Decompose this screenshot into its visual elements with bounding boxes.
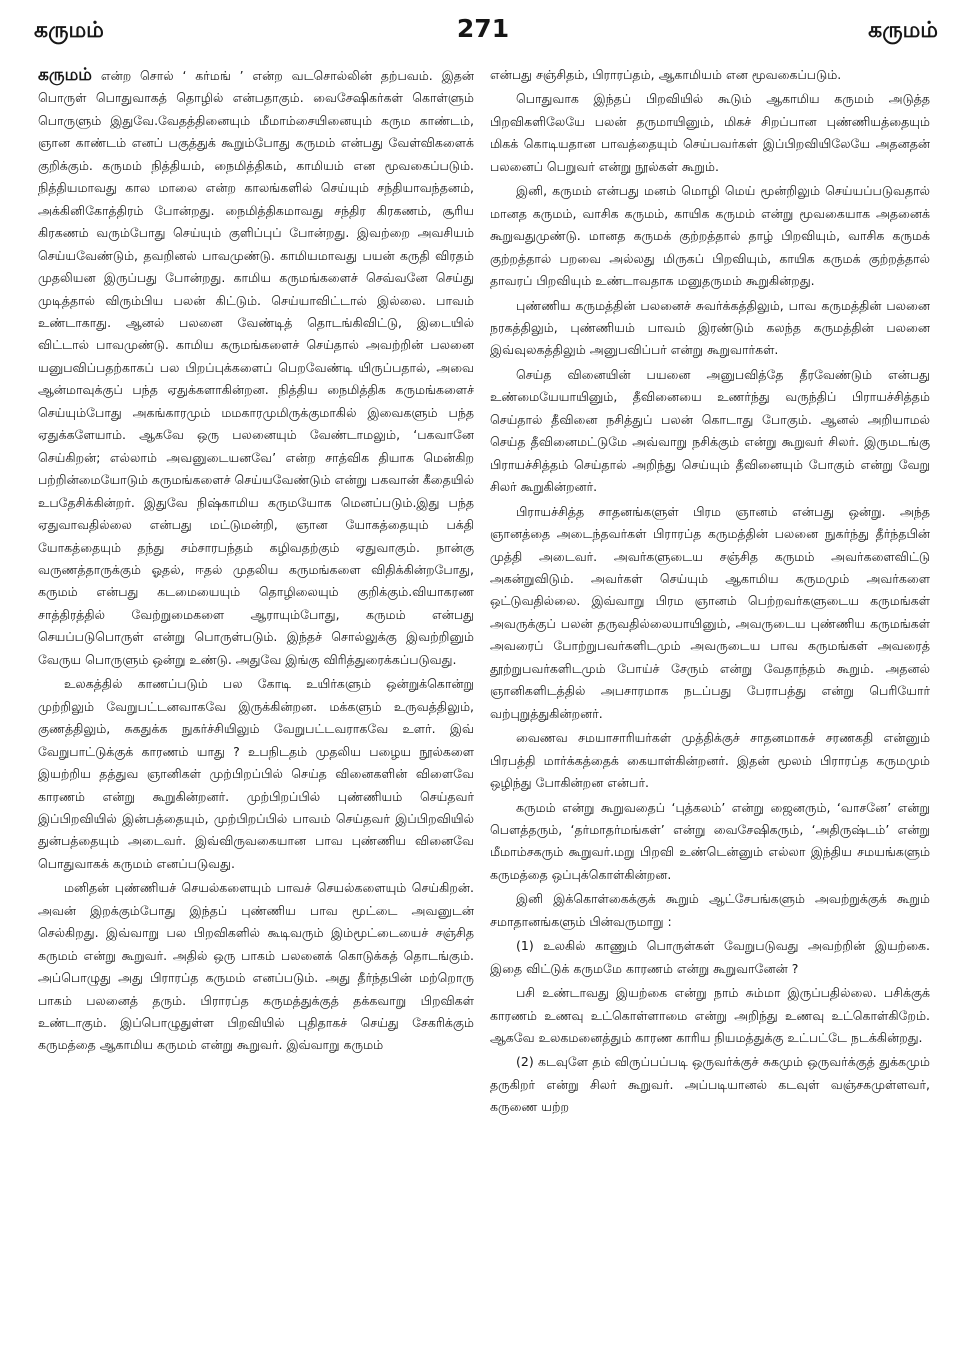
- body-paragraph: உலகத்தில் காணப்படும் பல கோடி உயிர்களும் ஒன்றுக்கொன்று முற்றிலும் வேறுபட்டனவாகவே இருக்கின்றன. மக்களும் உருவத்திலும், குணத்திலும், சுகதுக்க நுகர்ச்சியிலும் வேறுபட்டவராகவே உளர். இவ் வேறுபாட்டுக்குக் காரணம் யாது ? உபநிடதம் முதலிய பழைய நூல்களை இயற்றிய தத்துவ ஞானிகள் முற்பிறப்பில் செய்த வினைகளின் விளைவே காரணம் என்று கூறுகின்றனர். முற்பிறப்பில் புண்ணியம் செய்தவர் இப்பிறவியில் இன்பத்தையும், முற்பிறப்பில் பாவம் செய்தவர் இப்பிறவியில் துன்பத்தையும் அடைவர். இவ்விருவகையான பாவ புண்ணிய வினைவே பொதுவாகக் கருமம் எனப்படுவது.: [38, 676, 474, 871]
- body-paragraph: செய்த வினையின் பயனை அனுபவித்தே தீரவேண்டும் என்பது உண்மையேயாயினும், தீவினையை உணர்ந்து வருந்திப் பிராயச்சித்தம் செய்தால் தீவினை நசித்துப் பலன் கொடாது போகும். ஆனல் அறியாமல் செய்த தீவினைமட்டுமே அவ்வாறு நசிக்கும் என்று கூறுவர் சிலர். இருமடங்கு பிராயச்சித்தம் செய்தால் அறிந்து செய்யும் தீவினையும் போகும் என்று வேறு சிலர் கூறுகின்றனர்.: [490, 366, 930, 495]
- body-paragraph: வைணவ சமயாசாரியர்கள் முத்திக்குச் சாதனமாகச் சரணகதி என்னும் பிரபத்தி மார்க்கத்தைக் கையாள்கின்றனர். இதன் மூலம் பிராரப்த கருமமும் ஒழிந்து போகின்றன என்பர்.: [490, 730, 930, 791]
- body-paragraph: புண்ணிய கருமத்தின் பலனைச் சுவர்க்கத்திலும், பாவ கருமத்தின் பலனை நரகத்திலும், புண்ணியம் பாவம் இரண்டும் கலந்த கருமத்தின் பலனை இவ்வுலகத்திலும் அனுபவிப்பர் என்று கூறுவார்கள்.: [490, 297, 930, 358]
- entry-headword: கருமம்: [38, 65, 92, 85]
- body-paragraph: பிராயச்சித்த சாதனங்களுள் பிரம ஞானம் என்பது ஒன்று. அந்த ஞானத்தை அடைந்தவர்கள் பிராரப்த கருமத்தின் பலனை நுகர்ந்து தீர்ந்தபின் முத்தி அடைவர். அவர்களுடைய சஞ்சித கருமம் அவர்களைவிட்டு அகன்றுவிடும். அவர்கள் செய்யும் ஆகாமிய கருமமும் அவர்களை ஒட்டுவதில்லை. இவ்வாறு பிரம ஞானம் பெற்றவர்களுடைய கருமங்கள் அவருக்குப் பலன் தருவதில்லையாயினும், அவருடைய புண்ணிய கருமங்கள் அவரைப் போற்றுபவர்களிடமும் அவருடைய பாவ கருமங்கள் அவரைத் தூற்றுபவர்களிடமும் போய்ச் சேரும் என்று வேதாந்தம் கூறும். அதனல் ஞானிகளிடத்தில் அபசாரமாக நடப்பது பேராபத்து என்று பெரியோர் வற்புறுத்துகின்றனர்.: [490, 503, 930, 721]
- page-number: 271: [456, 14, 510, 43]
- entry-paragraph: [38, 64, 474, 671]
- numbered-paragraph: (2) கடவுளே தம் விருப்பப்படி ஒருவர்க்குச் சுகமும் ஒருவர்க்குத் துக்கமும் தருகிறர் என்று சிலர் கூறுவர். அப்படியானல் கடவுள் வஞ்சகமுள்ளவர், கருணை யற்ற: [490, 1054, 930, 1115]
- running-header-left: கருமம்: [34, 18, 104, 43]
- right-column: [490, 64, 930, 1119]
- body-paragraph: பசி உண்டாவது இயற்கை என்று நாம் சும்மா இருப்பதில்லை. பசிக்குக் காரணம் உணவு உட்கொள்ளாமை என்று அறிந்து உணவு உட்கொள்கிறேம். ஆகவே உலகமனைத்தும் காரண காரிய நியமத்துக்கு உட்பட்டே நடக்கின்றது.: [490, 985, 930, 1046]
- numbered-paragraph: (1) உலகில் காணும் பொருள்கள் வேறுபடுவது அவற்றின் இயற்கை. இதை விட்டுக் கருமமே காரணம் என்று கூறுவானேன் ?: [490, 938, 930, 976]
- body-paragraph: இனி, கருமம் என்பது மனம் மொழி மெய் மூன்றிலும் செய்யப்படுவதால் மானத கருமம், வாசிக கருமம், காயிக கருமம் என்று மூவகையாக அதனைக் கூறுவதுமுண்டு. மானத கருமக் குற்றத்தால் தாழ் பிறவியும், வாசிக கருமக் குற்றத்தால் பறவை அல்லது மிருகப் பிறவியும், காயிக கருமக் குற்றத்தால் தாவரப் பிறவியும் உண்டாவதாக மனுதருமம் கூறுகின்றது.: [490, 183, 930, 289]
- body-paragraph: பொதுவாக இந்தப் பிறவியில் கூடும் ஆகாமிய கருமம் அடுத்த பிறவிகளிலேயே பலன் தருமாயினும், மிகச் சிறப்பான புண்ணியத்தையும் மிகக் கொடியதான பாவத்தையும் செய்பவர்கள் இப்பிறவியிலேயே அதனதன் பலனைப் பெறுவர் என்று நூல்கள் கூறும்.: [490, 91, 930, 174]
- body-paragraph: மனிதன் புண்ணியச் செயல்களையும் பாவச் செயல்களையும் செய்கிறன். அவன் இறக்கும்போது இந்தப் புண்ணிய பாவ மூட்டை அவனுடன் செல்கிறது. இவ்வாறு பல பிறவிகளில் கூடிவரும் இம்மூட்டையைச் சஞ்சித கருமம் என்று கூறுவர். அதில் ஒரு பாகம் பலனைக் கொடுக்கத் தொடங்கும். அப்பொழுது அது பிராரப்த கருமம் எனப்படும். அது தீர்ந்தபின் மற்றொரு பாகம் பலனைத் தரும். பிராரப்த கருமத்துக்குத் தக்கவாறு பிறவிகள் உண்டாகும். இப்பொழுதுள்ள பிறவியில் புதிதாகச் செய்து சேகரிக்கும் கருமத்தை ஆகாமிய கருமம் என்று கூறுவர். இவ்வாறு கருமம்: [38, 880, 474, 1053]
- body-paragraph: கருமம் என்று கூறுவதைப் ‘புத்கலம்’ என்று ஜைனரும், ‘வாசனே’ என்று பௌத்தரும், ‘தர்மாதர்மங்கள்’ என்று வைசேஷிகரும், ‘அதிருஷ்டம்’ என்று மீமாம்சகரும் கூறுவர்.மறு பிறவி உண்டென்னும் எல்லா இந்திய சமயங்களும் கருமத்தை ஒப்புக்கொள்கின்றன.: [490, 799, 930, 882]
- body-paragraph: இனி இக்கொள்கைக்குக் கூறும் ஆட்சேபங்களும் அவற்றுக்குக் கூறும் சமாதானங்களும் பின்வருமாறு :: [490, 891, 930, 929]
- entry-paragraph-text: என்ற சொல் ‘ கர்மங் ’ என்ற வடசொல்லின் தற்பவம். இதன் பொருள் பொதுவாகத் தொழில் என்பதாகும். வைசேஷிகர்கள் கொள்ளும் பொருளும் இதுவே.வேதத்தினையும் மீமாம்சையினையும் கரும காண்டம், ஞான காண்டம் எனப் பகுத்துக் கூறும்போது கருமம் என்பது வேள்விகளைக் குறிக்கும். கருமம் நித்தியம், நைமித்திகம், காமியம் என மூவகைப்படும். நித்தியமாவது கால மாலை என்ற காலங்களில் செய்யும் சந்தியாவந்தனம், அக்கினிகோத்திரம் போன்றது. நைமித்திகமாவது சந்திர கிரகணம், சூரிய கிரகணம் வரும்போது செய்யும் குளிப்புப் போன்றது. இவற்றை அவசியம் செய்யவேண்டும், தவறினல் பாவமுண்டு. காமியமாவது பயன் கருதி விரதம் முதலியன இருப்பது போன்றது. காமிய கருமங்களைச் செவ்வனே செய்து முடித்தால் விரும்பிய பலன் கிட்டும். செய்யாவிட்டால் இல்லை. பாவம் உண்டாகாது. ஆனல் பலனை வேண்டித் தொடங்கிவிட்டு, இடையில் விட்டால் பாவமுண்டு. காமிய கருமங்களைச் செய்தால் அவற்றின் பலனை யனுபவிப்பதற்காகப் பல பிறப்புக்களைப் பெறவேண்டி யிருப்பதால், அவை ஆன்மாவுக்குப் பந்த ஏதுக்களாகின்றன. நித்திய நைமித்திக கருமங்களைச் செய்யும்போது அகங்காரமும் மமகாரமுமிருக்குமாகில் இவைகளும் பந்த ஏதுக்களேயாம். ஆகவே ஒரு பலனையும் வேண்டாமலும், ‘பகவானே செய்கிறன்; எல்லாம் அவனுடையனவே’ என்ற சாத்விக தியாக மென்கிற பற்றின்மையோடும் கருமங்களைச் செய்யவேண்டும் என்று பகவான் கீதையில் உபதேசிக்கின்றர். இதுவே நிஷ்காமிய கருமயோக மெனப்படும்.இது பந்த ஏதுவாவதில்லை என்பது மட்டுமன்றி, ஞான யோகத்தையும் பக்தி யோகத்தையும் தந்து சம்சாரபந்தம் கழிவதற்கும் ஏதுவாகும். நான்கு வருணத்தாருக்கும் ஓதல், ஈதல் முதலிய கருமங்களை விதிக்கின்றபோது, கருமம் என்பது கடமையையும் தொழிலையும் குறிக்கும்.வியாகரண சாத்திரத்தில் வேற்றுமைகளை ஆராயும்போது, கருமம் என்பது செயப்படுபொருள் என்று பொருள்படும். இந்தச் சொல்லுக்கு இவற்றினும் வேருய பொருளும் ஒன்று உண்டு. அதுவே இங்கு விரித்துரைக்கப்படுவது.: [38, 68, 474, 667]
- body-paragraph: என்பது சஞ்சிதம், பிராரப்தம், ஆகாமியம் என மூவகைப்படும்.: [490, 67, 842, 82]
- left-column: [38, 64, 474, 1057]
- running-header-right: கருமம்: [868, 18, 938, 43]
